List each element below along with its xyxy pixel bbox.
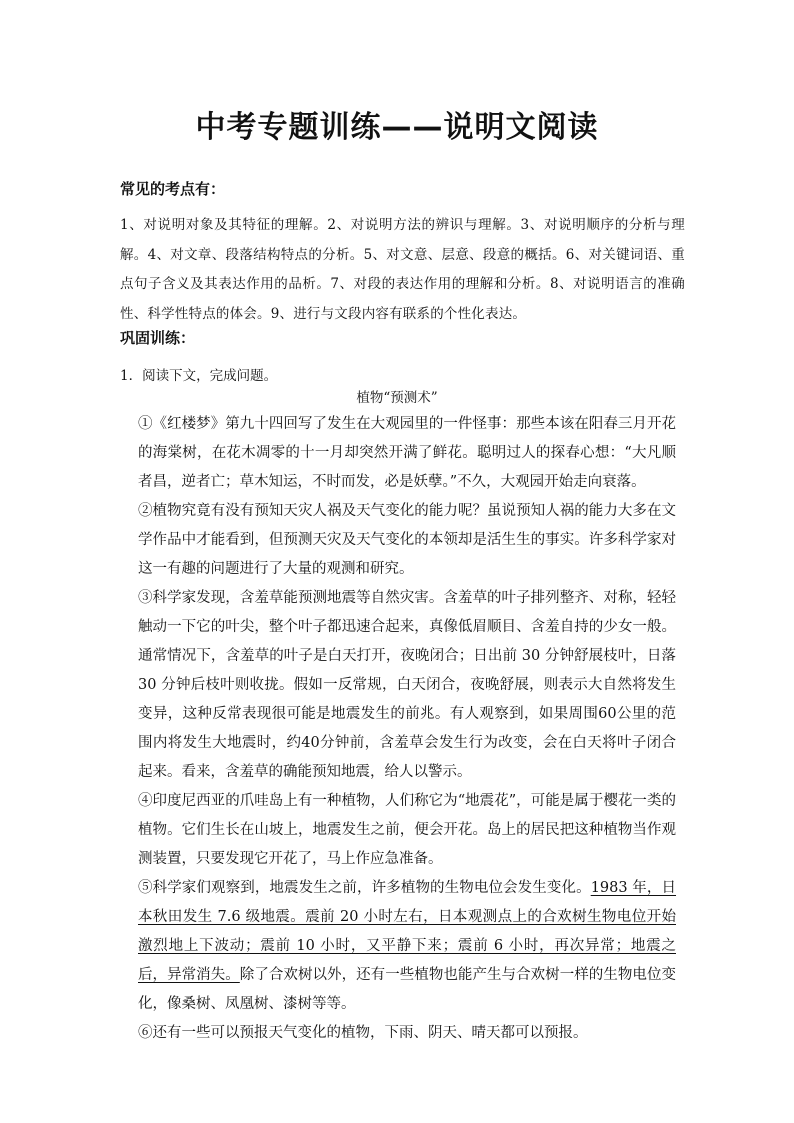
paragraph-6: ⑥还有一些可以预报天气变化的植物，下雨、阴天、晴天都可以预报。 — [138, 1025, 588, 1041]
paragraph-3: ③科学家发现，含羞草能预测地震等自然灾害。含羞草的叶子排列整齐、对称，轻轻触动一下它的叶尖，整个叶子都迅速合起来，真像低眉顺目、含羞自持的少女一般。通常情况下，含羞草的叶子是白天打开，夜晚闭合；日出前 30 分钟舒展枝叶，日落 30 分钟后枝叶则收拢。假如一反常规，白天闭合，夜晚舒展，则表示大自然将发生变异，这种反常表现很可能是地震发生的前兆。有人观察到，如果周围60公里的范围内将发生大地震时，约40分钟前，含羞草会发生行为改变，会在白天将叶子闭合起来。看来，含羞草的确能预知地震，给人以警示。 — [138, 590, 676, 780]
page-title: 中考专题训练——说明文阅读 — [195, 110, 599, 145]
kaodian-list: 1、对说明对象及其特征的理解。2、对说明方法的辨识与理解。3、对说明顺序的分析与理解。4、对文章、段落结构特点的分析。5、对文意、层意、段意的概括。6、对关键词语、重点句子含义及其表达作用的品析。7、对段的表达作用的理解和分析。8、对说明语言的准确性、科学性特点的体会。9、进行与文段内容有联系的个性化表达。 — [120, 217, 685, 322]
paragraph-5 — [138, 874, 676, 1019]
kaodian-heading: 常见的考点有： — [120, 180, 226, 198]
passage-title: 植物“预测术” — [356, 390, 438, 406]
passage-body — [138, 410, 676, 1048]
paragraph-5-underlined: 1983 年，日本秋田发生 7.6 级地震。震前 20 小时左右，日本观测点上的合欢树生物电位开始激烈地上下波动；震前 10 小时，又平静下来；震前 6 小时，再次异常；地震之后，异常消失。 — [138, 880, 677, 983]
paragraph-1: ①《红楼梦》第九十四回写了发生在大观园里的一件怪事：那些本该在阳春三月开花的海棠树，在花木凋零的十一月却突然开满了鲜花。聪明过人的探春心想：“大凡顺者昌，逆者亡；草木知运，不时而发，必是妖孽。”不久，大观园开始走向衰落。 — [138, 416, 676, 490]
gonggu-heading: 巩固训练： — [120, 329, 196, 347]
paragraph-4: ④印度尼西亚的爪哇岛上有一种植物，人们称它为“地震花”，可能是属于樱花一类的植物。它们生长在山坡上，地震发生之前，便会开花。岛上的居民把这种植物当作观测装置，只要发现它开花了，马上作应急准备。 — [138, 793, 676, 867]
paragraph-5-start: ⑤科学家们观察到，地震发生之前，许多植物的生物电位会发生变化。 — [138, 880, 591, 896]
question-label: 1．阅读下文，完成问题。 — [120, 368, 278, 384]
paragraph-2: ②植物究竟有没有预知天灾人祸及天气变化的能力呢？虽说预知人祸的能力大多在文学作品中才能看到，但预测天灾及天气变化的本领却是活生生的事实。许多科学家对这一有趣的问题进行了大量的观测和研究。 — [138, 503, 676, 577]
paragraph-5-end: 除了合欢树以外，还有一些植物也能产生与合欢树一样的生物电位变化，像桑树、凤凰树、漆树等等。 — [138, 967, 677, 1012]
